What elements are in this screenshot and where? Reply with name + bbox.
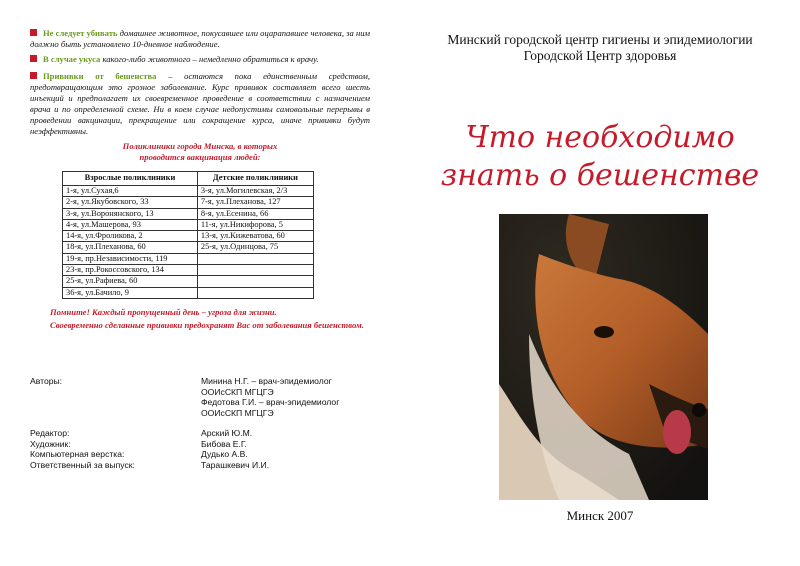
table-row [63,219,314,230]
paragraph-text: – остаются пока единственным средством, предотвращающим это грозное заболевание. Курс прививок составляет всего шесть инъекций и предполагает их своевременное проведение в соответствии с назначением врача и по определенной схеме. Ни в коем случае недопустимы самовольные перерывы в проведении вакцинации, прекращение или сокращение курса, иначе прививки будут неэффективны. [30,71,371,136]
table-row [63,242,314,253]
adult-clinic-cell: 2-я, ул.Якубовского, 33 [63,197,198,208]
warning-timely-vaccination: Своевременно сделанные прививки предохранят Вас от заболевания бешенством. [50,319,364,330]
paragraph-do-not-kill [30,28,370,50]
role-value: Бибова Е.Г. [201,438,247,449]
bullet-square-icon [30,29,37,36]
adult-clinic-cell: 25-я, ул.Рафиева, 60 [63,276,198,287]
children-clinic-cell: 8-я, ул.Есенина, 66 [197,208,313,219]
paragraph-text: домашнее животное, покусавшее или оцарапавшее человека, за ним должно быть установлено 10-дневное наблюдение. [30,28,370,49]
cover-title [420,119,780,195]
author-line: ООИсСКП МГЦГЭ [201,407,274,418]
children-clinic-cell [197,276,313,287]
cover-title-line: Что необходимо [465,120,735,155]
role-label: Редактор: [30,428,70,438]
adult-clinic-cell: 19-я, пр.Независимости, 119 [63,253,198,264]
role-value: Арский Ю.М. [201,428,253,438]
children-clinic-cell [197,265,313,276]
adult-clinic-cell: 14-я, ул.Фроликова, 2 [63,231,198,242]
adult-clinic-cell: 1-я, ул.Сухая,6 [63,186,198,197]
author-line: Федотова Г.И. – врач-эпидемиолог [201,397,340,407]
fox-photo [499,214,708,500]
cover-title-line: знать о бешенстве [440,158,760,193]
cover-panel [420,32,780,195]
warning-missed-day: Помните! Каждый пропущенный день – угроза для жизни. [50,306,277,317]
adult-clinic-cell: 23-я, пр.Рокоссовского, 134 [63,265,198,276]
role-value: Тарашкевич И.И. [201,459,270,470]
adult-clinic-cell: 3-я, ул.Воронянского, 13 [63,208,198,219]
column-header-adult: Взрослые поликлиники [63,172,198,186]
table-row [63,231,314,242]
bullet-square-icon [30,72,37,79]
table-row [63,208,314,219]
table-row [63,186,314,197]
role-label: Художник: [30,438,71,449]
city-year: Минск 2007 [566,508,634,523]
table-header-row [63,172,314,186]
paragraph-lead: В случае укуса [43,54,101,64]
paragraph-bite [30,54,370,65]
adult-clinic-cell: 36-я, ул.Бачило, 9 [63,287,198,298]
table-row [63,197,314,208]
credits-block [30,376,370,476]
children-clinic-cell [197,253,313,264]
children-clinic-cell: 25-я, ул.Одинцова, 75 [197,242,313,253]
paragraph-text: какого-либо животного – немедленно обратиться к врачу. [100,54,319,64]
table-row [63,287,314,298]
author-line: ООИсСКП МГЦГЭ [201,386,274,397]
adult-clinic-cell: 18-я, ул.Плеханова, 60 [63,242,198,253]
table-row [63,265,314,276]
clinics-caption: Поликлиники города Минска, в которых проводится вакцинация людей: [122,141,278,162]
column-header-children: Детские поликлиники [197,172,313,186]
left-panel [30,28,370,331]
children-clinic-cell [197,287,313,298]
authors-label: Авторы: [30,376,63,386]
adult-clinic-cell: 4-я, ул.Машерова, 93 [63,219,198,230]
children-clinic-cell: 13-я, ул.Кижеватова, 60 [197,231,313,242]
table-row [63,276,314,287]
role-label: Ответственный за выпуск: [30,459,135,470]
children-clinic-cell: 3-я, ул.Могилевская, 2/3 [197,186,313,197]
children-clinic-cell: 7-я, ул.Плеханова, 127 [197,197,313,208]
children-clinic-cell: 11-я, ул.Никифорова, 5 [197,219,313,230]
organization-name: Минский городской центр гигиены и эпидемиологии [447,32,753,47]
paragraph-vaccination [30,71,370,137]
paragraph-lead: Не следует убивать [43,28,118,38]
paragraph-lead: Прививки от бешенства [43,71,157,81]
role-value: Дудько А.В. [201,449,248,459]
role-label: Компьютерная верстка: [30,449,125,459]
clinics-table [62,171,314,299]
bullet-square-icon [30,55,37,62]
organization-subname: Городской Центр здоровья [523,48,677,63]
author-line: Минина Н.Г. – врач-эпидемиолог [201,376,332,386]
table-row [63,253,314,264]
